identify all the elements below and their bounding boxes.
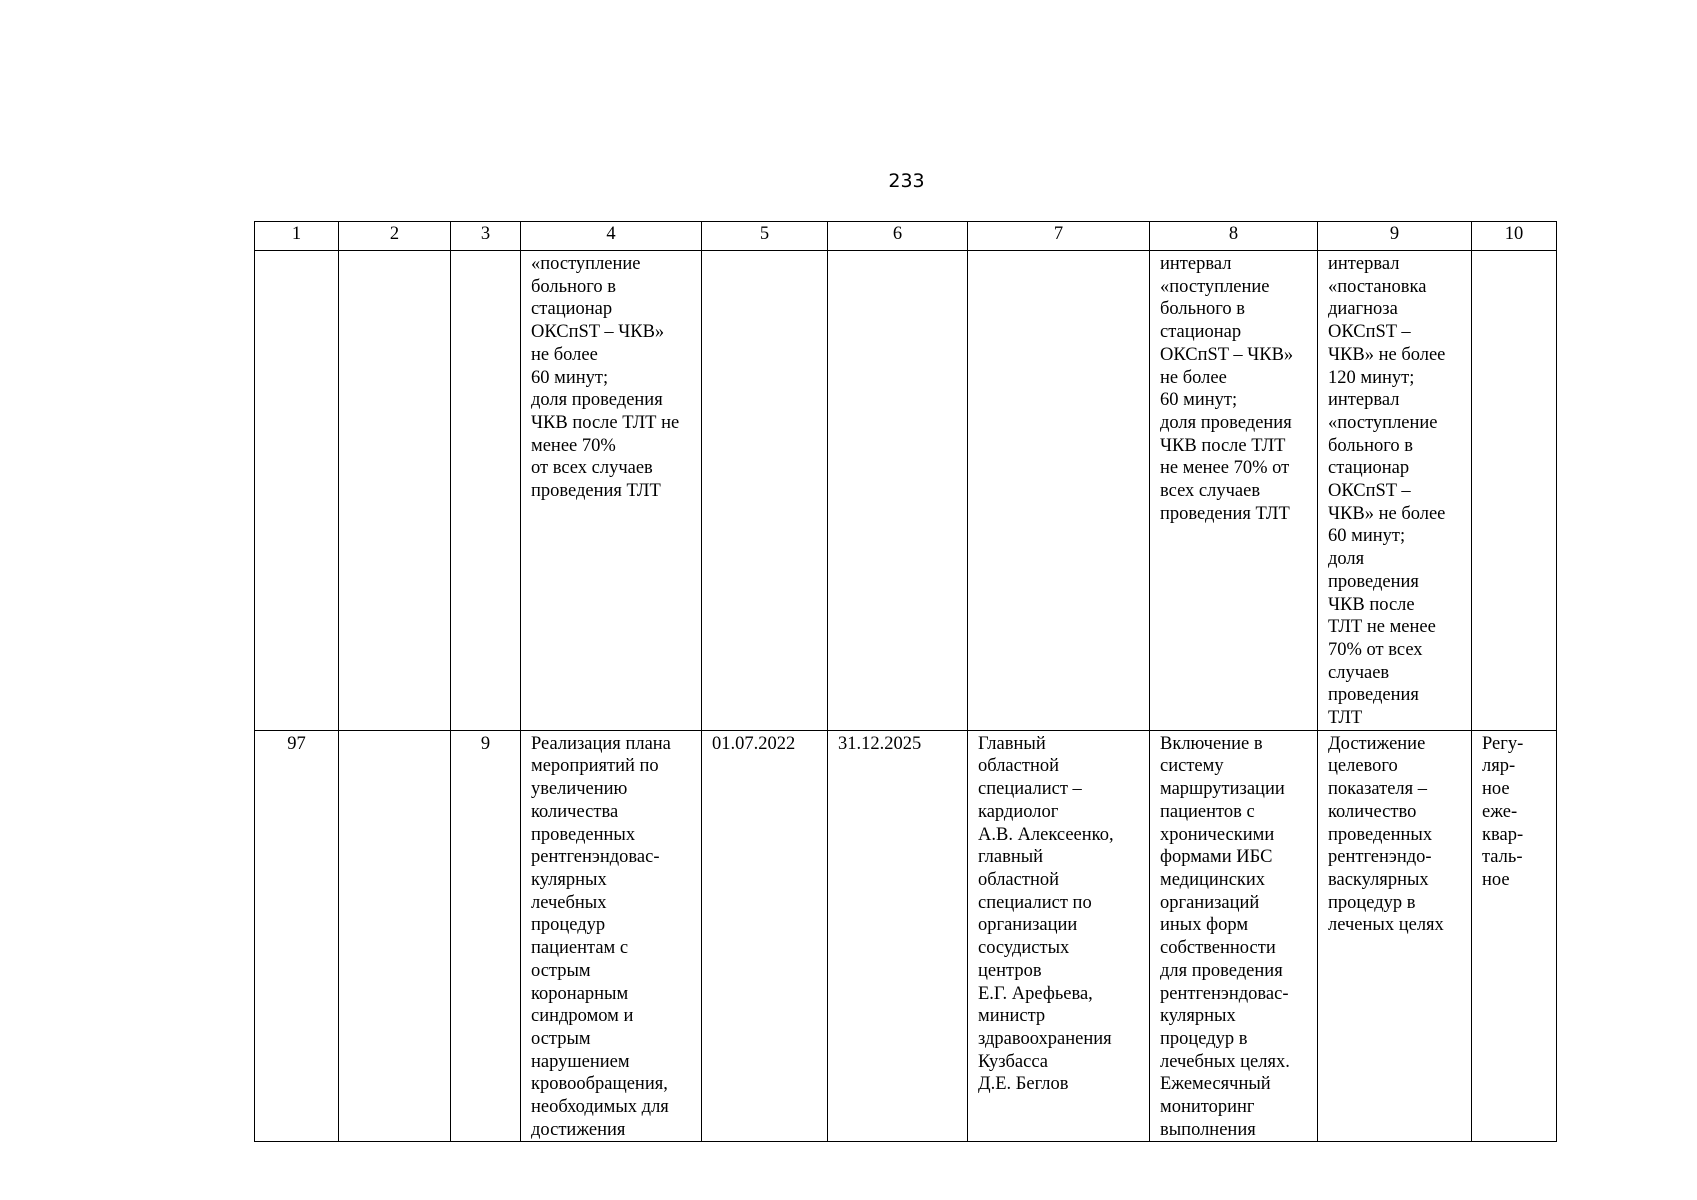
- cell-frequency: Регу- ляр- ное еже- квар- таль- ное: [1472, 730, 1557, 1142]
- cell-end-date: [828, 251, 968, 731]
- column-number: 6: [828, 222, 968, 251]
- cell-characteristic: Включение в систему маршрутизации пациентов с хроническими формами ИБС медицинских организаций иных форм собственности для проведения рентгенэндовас- кулярных процедур в лечебных целях. Ежемесячный мониторинг выполнения: [1150, 730, 1318, 1142]
- document-table: [254, 221, 1557, 1142]
- cell-activity: Реализация плана мероприятий по увеличению количества проведенных рентгенэндовас- кулярных лечебных процедур пациентам с острым коронарным синдромом и острым нарушением кровообращения, необходимых для достижения: [521, 730, 702, 1142]
- cell-start-date: [702, 251, 828, 731]
- column-number: 1: [255, 222, 339, 251]
- column-number: 4: [521, 222, 702, 251]
- column-number: 3: [451, 222, 521, 251]
- cell-row-number: 97: [255, 730, 339, 1142]
- cell-characteristic: интервал «поступление больного в стационар ОКСпST – ЧКВ» не более 60 минут; доля проведения ЧКВ после ТЛТ не менее 70% от всех случаев проведения ТЛТ: [1150, 251, 1318, 731]
- cell-result: интервал «постановка диагноза ОКСпST – ЧКВ» не более 120 минут; интервал «поступление больного в стационар ОКСпST – ЧКВ» не более 60 минут; доля проведения ЧКВ после ТЛТ не менее 70% от всех случаев проведения ТЛТ: [1318, 251, 1472, 731]
- column-number: 7: [968, 222, 1150, 251]
- cell-activity: «поступление больного в стационар ОКСпST – ЧКВ» не более 60 минут; доля проведения ЧКВ после ТЛТ не менее 70% от всех случаев проведения ТЛТ: [521, 251, 702, 731]
- cell-end-date: 31.12.2025: [828, 730, 968, 1142]
- cell-col-2: [339, 251, 451, 731]
- column-number: 9: [1318, 222, 1472, 251]
- cell-start-date: 01.07.2022: [702, 730, 828, 1142]
- cell-col-3: [451, 251, 521, 731]
- table-row-97: [255, 730, 1557, 1142]
- cell-responsible: [968, 251, 1150, 731]
- column-number: 5: [702, 222, 828, 251]
- column-number: 10: [1472, 222, 1557, 251]
- cell-frequency: [1472, 251, 1557, 731]
- cell-row-number: [255, 251, 339, 731]
- cell-col-3: 9: [451, 730, 521, 1142]
- cell-col-2: [339, 730, 451, 1142]
- table-row-continued: [255, 251, 1557, 731]
- table-header-row: [255, 222, 1557, 251]
- cell-result: Достижение целевого показателя – количество проведенных рентгенэндо- васкулярных процедур в леченых целях: [1318, 730, 1472, 1142]
- page-number: 233: [888, 170, 925, 192]
- column-number: 2: [339, 222, 451, 251]
- cell-responsible: Главный областной специалист – кардиолог А.В. Алексеенко, главный областной специалист по организации сосудистых центров Е.Г. Арефьева, министр здравоохранения Кузбасса Д.Е. Беглов: [968, 730, 1150, 1142]
- column-number: 8: [1150, 222, 1318, 251]
